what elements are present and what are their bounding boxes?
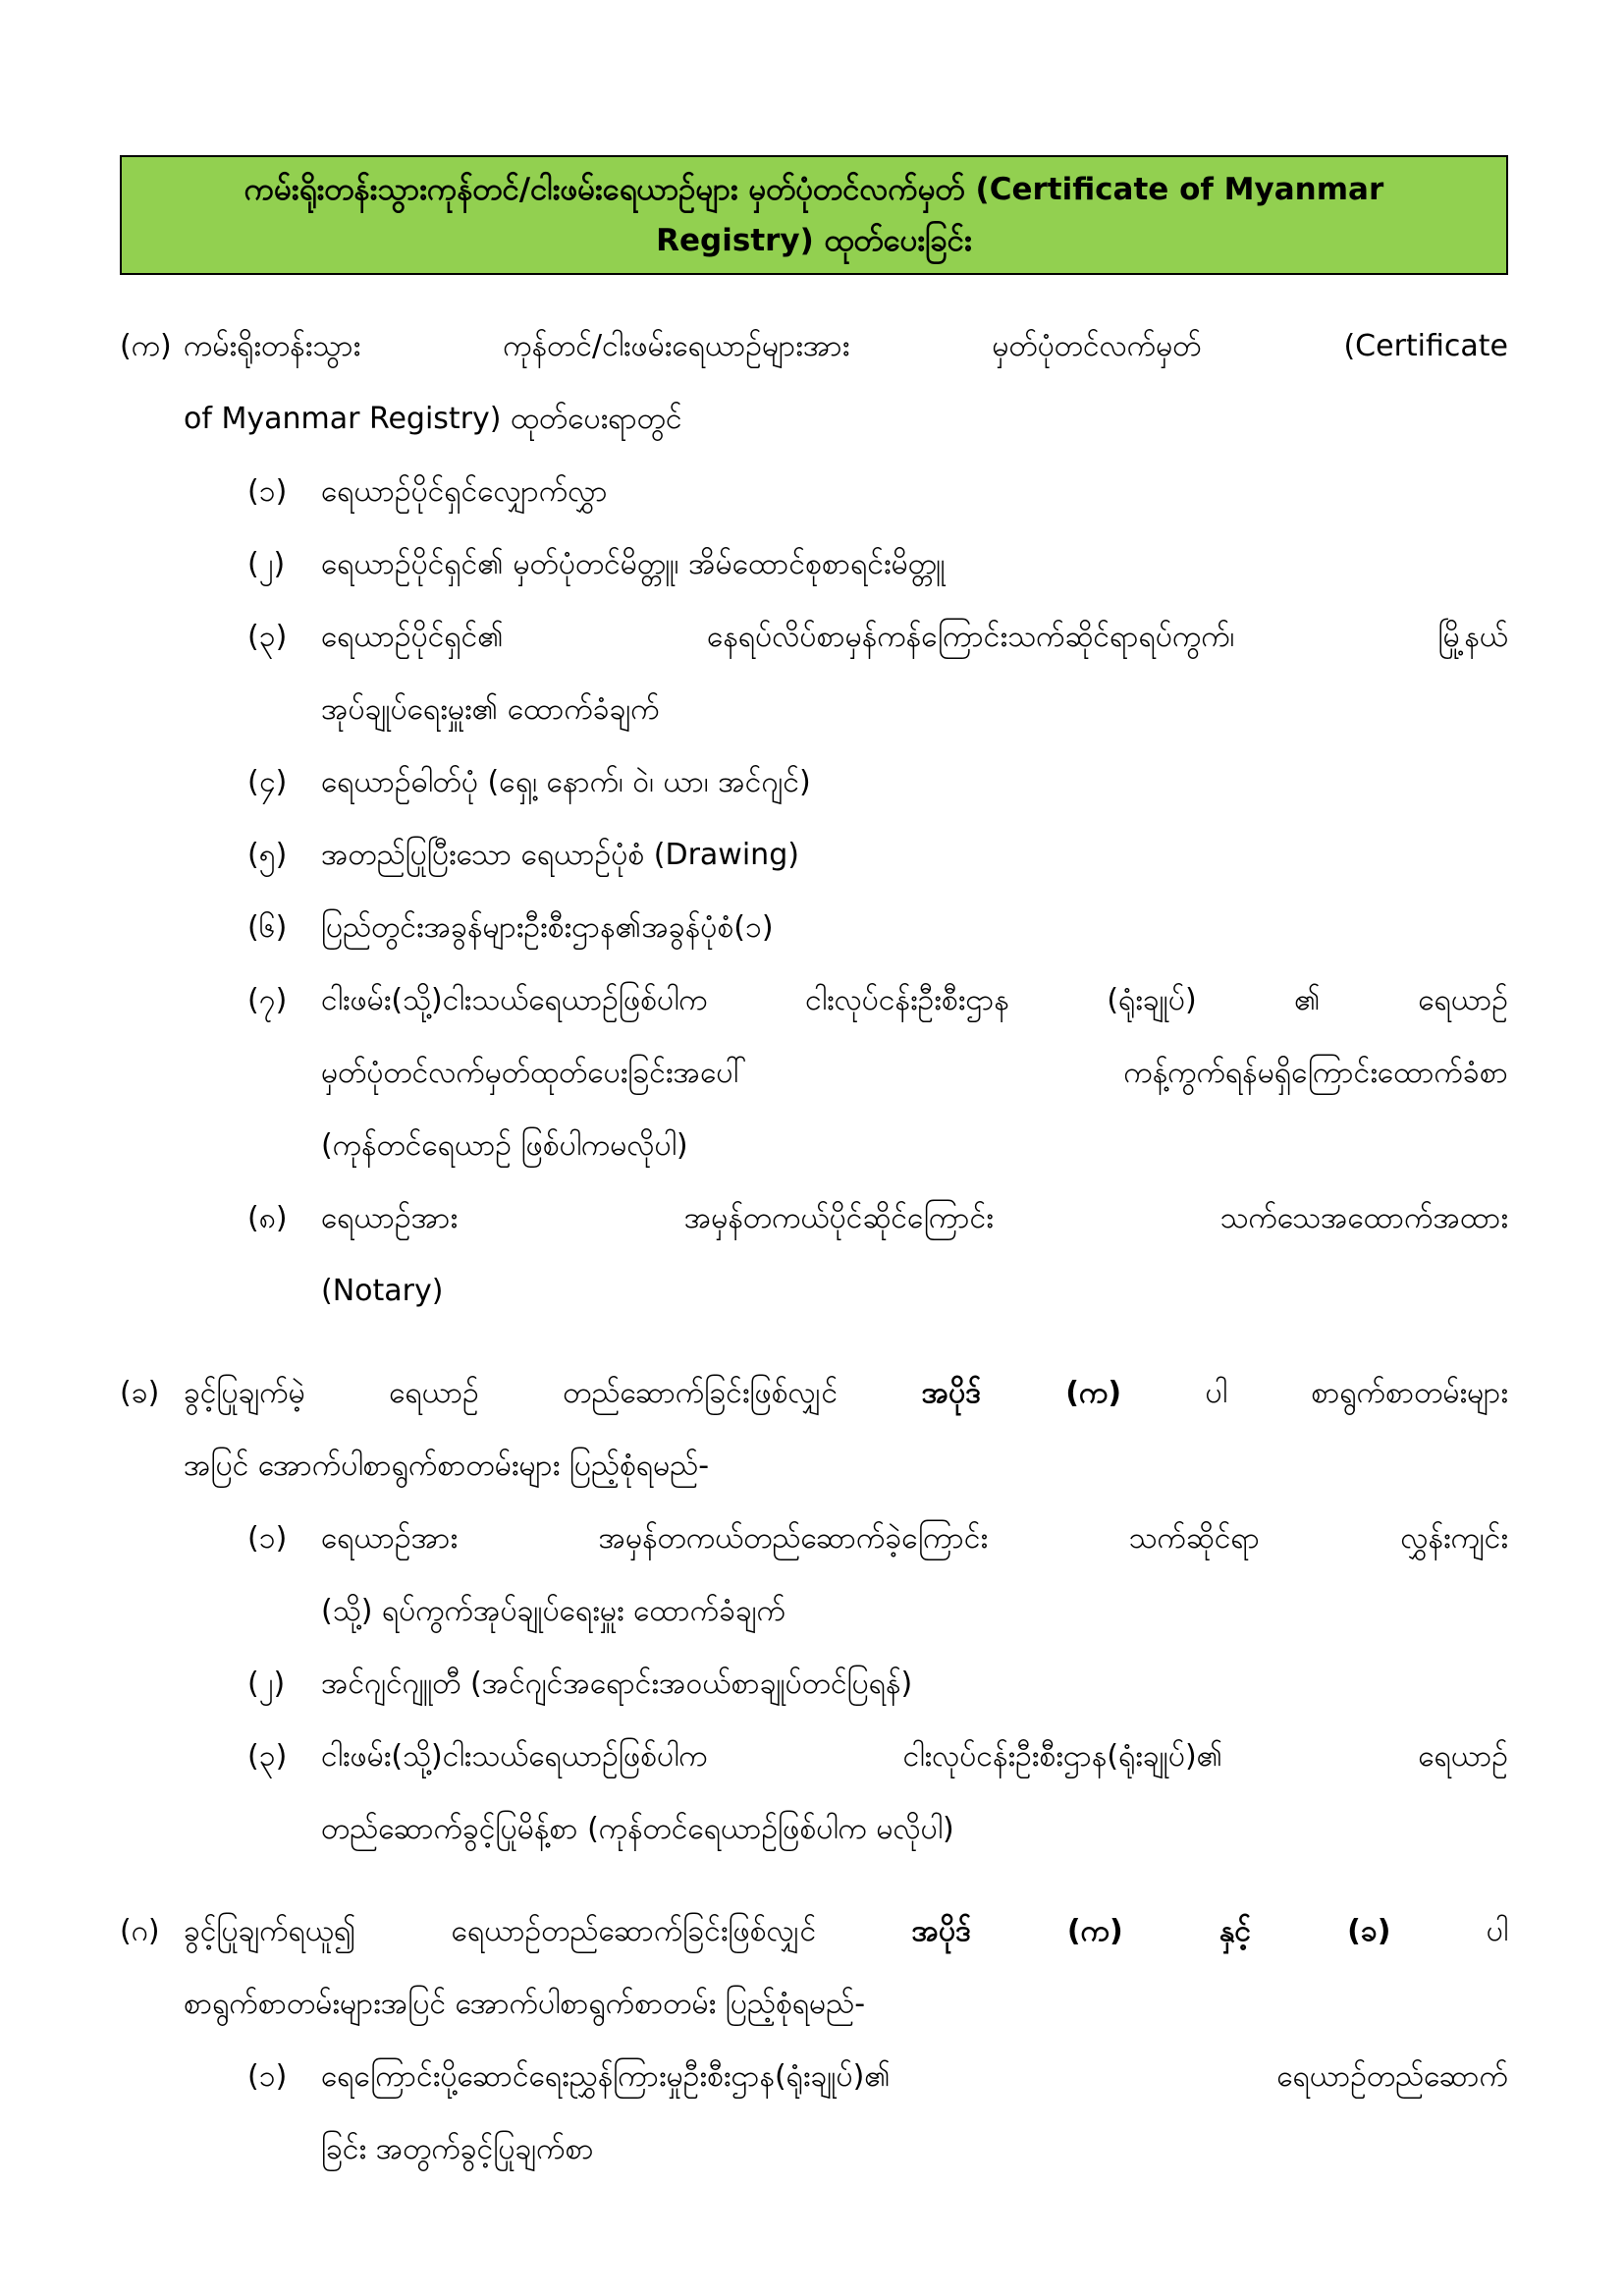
section-kha-intro-line1	[184, 1357, 1508, 1430]
section-ka	[120, 310, 1508, 1328]
header-title-line2: Registry) ထုတ်ပေးခြင်း	[656, 223, 972, 258]
item-line: ရေကြောင်းပို့ဆောင်ရေးညွှန်ကြားမှုဦးစီးဌာန(ရုံးချုပ်)၏ ရေယာဉ်တည်ဆောက်	[321, 2059, 1508, 2094]
item-label: (၈)	[247, 1201, 288, 1235]
item-line: (Notary)	[321, 1274, 444, 1308]
section-ga-body	[184, 1895, 1508, 2186]
item-label: (၆)	[247, 910, 288, 945]
section-ga-label: (ဂ)	[120, 1914, 160, 1948]
item-line: မှတ်ပုံတင်လက်မှတ်ထုတ်ပေးခြင်းအပေါ် ကန့်ကွက်ရန်မရှိကြောင်းထောက်ခံစာ	[321, 1056, 1508, 1090]
item-label: (၁)	[247, 474, 288, 509]
list-item-ka-8	[247, 1182, 1508, 1328]
section-kha-body	[184, 1357, 1508, 1866]
item-body	[321, 892, 1508, 964]
item-line: ရေယာဉ်အား အမှန်တကယ်ပိုင်ဆိုင်ကြောင်း သက်သေအထောက်အထား	[321, 1201, 1508, 1235]
section-ka-intro-line1: ကမ်းရိုးတန်းသွား ကုန်တင်/ငါးဖမ်းရေယာဉ်များအား မှတ်ပုံတင်လက်မှတ် (Certificate	[184, 329, 1508, 363]
section-kha-intro-line2: အပြင် အောက်ပါစာရွက်စာတမ်းများ ပြည့်စုံရမည်-	[184, 1449, 710, 1483]
item-body	[321, 1503, 1508, 1648]
item-body	[321, 1721, 1508, 1866]
item-label: (၃)	[247, 620, 288, 654]
item-line: အတည်ပြုပြီးသော ရေယာဉ်ပုံစံ (Drawing)	[321, 838, 799, 872]
item-line: ငါးဖမ်း(သို့)ငါးသယ်ရေယာဉ်ဖြစ်ပါက ငါးလုပ်ငန်းဦးစီးဌာန(ရုံးချုပ်)၏ ရေယာဉ်	[321, 1739, 1508, 1774]
item-line: (ကုန်တင်ရေယာဉ် ဖြစ်ပါကမလိုပါ)	[321, 1128, 688, 1163]
item-body	[321, 2041, 1508, 2186]
item-line: ရေယာဉ်ပိုင်ရှင်လျှောက်လွှာ	[321, 474, 608, 509]
item-label: (၂)	[247, 547, 286, 581]
intro-text-bold: အပိုဒ် (က) နှင့် (ခ)	[911, 1914, 1391, 1948]
item-line: ရေယာဉ်ဓါတ်ပုံ (ရှေ့၊ နောက်၊ ဝဲ၊ ယာ၊ အင်ဂျင်)	[321, 765, 811, 799]
item-line: တည်ဆောက်ခွင့်ပြုမိန့်စာ (ကုန်တင်ရေယာဉ်ဖြစ်ပါက မလိုပါ)	[321, 1812, 954, 1846]
item-line: ခြင်း အတွက်ခွင့်ပြုချက်စာ	[321, 2132, 594, 2166]
intro-text: ခွင့်ပြုချက်ရယူ၍ ရေယာဉ်တည်ဆောက်ခြင်းဖြစ်လျှင်	[184, 1914, 912, 1948]
list-item-kha-1	[247, 1503, 1508, 1648]
list-item-ka-4	[247, 746, 1508, 819]
item-body	[321, 601, 1508, 746]
item-label: (၁)	[247, 2059, 288, 2094]
item-line: ငါးဖမ်း(သို့)ငါးသယ်ရေယာဉ်ဖြစ်ပါက ငါးလုပ်ငန်းဦးစီးဌာန (ရုံးချုပ်) ၏ ရေယာဉ်	[321, 983, 1508, 1017]
section-ga-intro-line2: စာရွက်စာတမ်းများအပြင် အောက်ပါစာရွက်စာတမ်း ပြည့်စုံရမည်-	[184, 1987, 866, 2021]
item-body	[321, 964, 1508, 1182]
item-body	[321, 1182, 1508, 1328]
item-body	[321, 746, 1508, 819]
list-item-ka-2	[247, 528, 1508, 601]
header-title-line1: ကမ်းရိုးတန်းသွားကုန်တင်/ငါးဖမ်းရေယာဉ်များ မှတ်ပုံတင်လက်မှတ် (Certificate of Myanmar	[244, 172, 1384, 207]
item-line: (သို့) ရပ်ကွက်အုပ်ချုပ်ရေးမှူး ထောက်ခံချက်	[321, 1594, 785, 1628]
list-item-ka-7	[247, 964, 1508, 1182]
list-item-ka-3	[247, 601, 1508, 746]
list-item-kha-2	[247, 1648, 1508, 1721]
item-label: (၇)	[247, 983, 288, 1017]
list-item-ka-5	[247, 819, 1508, 892]
header-banner	[120, 155, 1508, 275]
intro-text: ပါ စာရွက်စာတမ်းများ	[1121, 1376, 1509, 1410]
section-ka-intro-line2: of Myanmar Registry) ထုတ်ပေးရာတွင်	[184, 402, 682, 436]
intro-text-bold: အပိုဒ် (က)	[921, 1376, 1122, 1410]
item-line: အုပ်ချုပ်ရေးမှူး၏ ထောက်ခံချက်	[321, 692, 660, 727]
list-item-kha-3	[247, 1721, 1508, 1866]
item-label: (၄)	[247, 765, 288, 799]
item-body	[321, 819, 1508, 892]
intro-text: ခွင့်ပြုချက်မဲ့ ရေယာဉ် တည်ဆောက်ခြင်းဖြစ်လျှင်	[184, 1376, 922, 1410]
item-body	[321, 528, 1508, 601]
item-label: (၂)	[247, 1667, 286, 1701]
section-ka-body	[184, 310, 1508, 1328]
list-item-ka-6	[247, 892, 1508, 964]
section-kha-label: (ခ)	[120, 1376, 160, 1410]
document-body	[120, 310, 1508, 2186]
intro-text: ပါ	[1390, 1914, 1508, 1948]
section-kha	[120, 1357, 1508, 1866]
item-label: (၁)	[247, 1521, 288, 1556]
item-body	[321, 456, 1508, 528]
item-label: (၅)	[247, 838, 288, 872]
section-ka-label: (က)	[120, 329, 172, 363]
section-ga-intro-line1	[184, 1895, 1508, 1968]
list-item-ka-1	[247, 456, 1508, 528]
item-line: အင်ဂျင်ဂျူတီ (အင်ဂျင်အရောင်းအဝယ်စာချုပ်တင်ပြရန်)	[321, 1667, 913, 1701]
item-line: ရေယာဉ်ပိုင်ရှင်၏ နေရပ်လိပ်စာမှန်ကန်ကြောင်းသက်ဆိုင်ရာရပ်ကွက်၊ မြို့နယ်	[321, 620, 1508, 654]
item-label: (၃)	[247, 1739, 288, 1774]
item-body	[321, 1648, 1508, 1721]
item-line: ရေယာဉ်အား အမှန်တကယ်တည်ဆောက်ခဲ့ကြောင်း သက်ဆိုင်ရာ လွှန်းကျင်း	[321, 1521, 1508, 1556]
list-item-ga-1	[247, 2041, 1508, 2186]
section-ga	[120, 1895, 1508, 2186]
item-line: ရေယာဉ်ပိုင်ရှင်၏ မှတ်ပုံတင်မိတ္တူ၊ အိမ်ထောင်စုစာရင်းမိတ္တူ	[321, 547, 946, 581]
item-line: ပြည်တွင်းအခွန်များဦးစီးဌာန၏အခွန်ပုံစံ(၁)	[321, 910, 774, 945]
